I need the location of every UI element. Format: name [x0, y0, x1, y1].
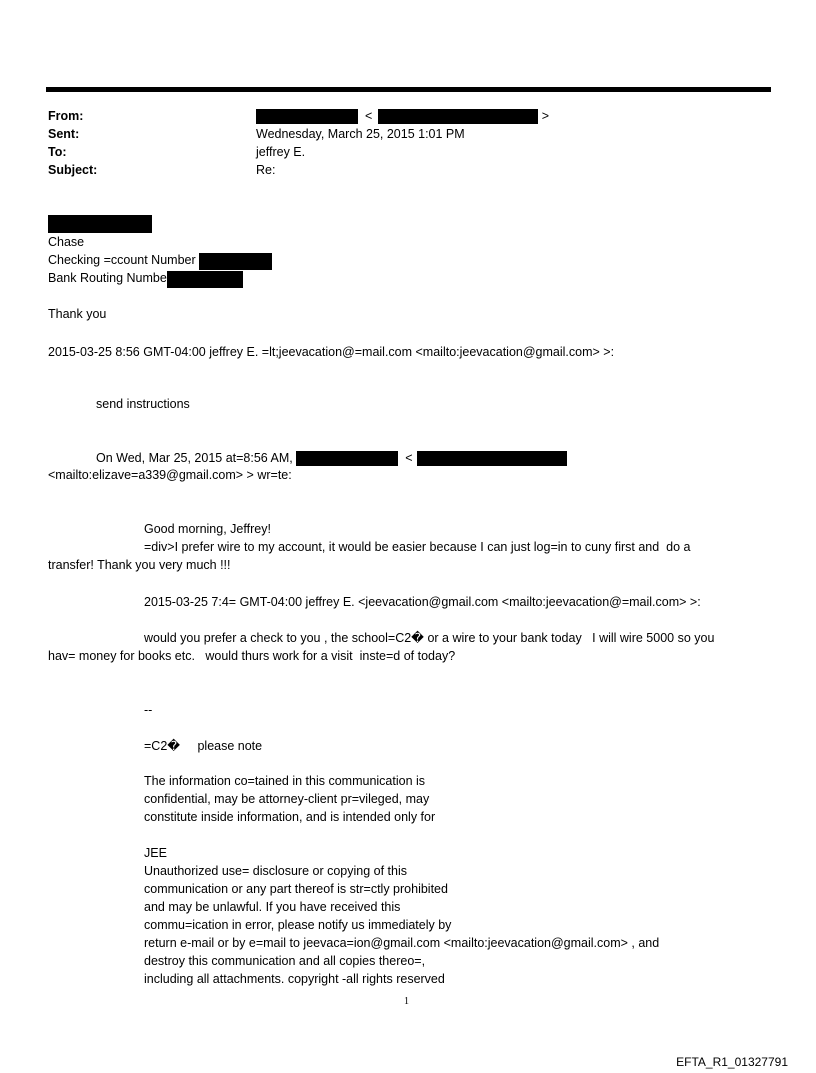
- info-2: confidential, may be attorney-client pr=vileged, may: [144, 792, 430, 806]
- thank-you: Thank you: [48, 307, 107, 321]
- would-you-1: would you prefer a check to you , the school=C2� or a wire to your bank today I will wire 5000 so you: [144, 631, 715, 645]
- from-value: [256, 109, 549, 124]
- redaction: [378, 109, 538, 124]
- redaction: [48, 215, 152, 233]
- unauth-2: communication or any part thereof is str=ctly prohibited: [144, 882, 448, 896]
- redaction: [199, 253, 272, 270]
- unauth-3: and may be unlawful. If you have received this: [144, 900, 401, 914]
- unauth-1: Unauthorized use= disclosure or copying of this: [144, 864, 407, 878]
- on-wed-text: On Wed, Mar 25, 2015 at=8:56 AM,: [96, 451, 293, 465]
- checking-text: Checking =ccount Number: [48, 253, 196, 267]
- quote1-header: 2015-03-25 8:56 GMT-04:00 jeffrey E. =lt;jeevacation@=mail.com <mailto:jeevacation@gmail.com> >:: [48, 345, 615, 359]
- quote2-header: 2015-03-25 7:4= GMT-04:00 jeffrey E. <jeevacation@gmail.com <mailto:jeevacation@=mail.com> >:: [144, 595, 701, 609]
- good-morning: Good morning, Jeffrey!: [144, 522, 271, 536]
- routing-text: Bank Routing Numbe: [48, 271, 167, 285]
- from-gt: >: [541, 109, 550, 123]
- signature-dash: --: [144, 703, 153, 717]
- bank-name: Chase: [48, 235, 85, 249]
- redaction: [417, 451, 567, 466]
- on-wed-lt: <: [405, 451, 413, 465]
- header-rule: [46, 87, 771, 92]
- info-3: constitute inside information, and is intended only for: [144, 810, 436, 824]
- please-note: =C2� please note: [144, 739, 263, 753]
- info-1: The information co=tained in this communication is: [144, 774, 426, 788]
- page-number: 1: [404, 996, 409, 1007]
- redaction: [167, 271, 243, 288]
- from-lt: <: [364, 109, 373, 123]
- from-label: From:: [48, 109, 84, 123]
- send-instructions: send instructions: [96, 397, 190, 411]
- unauth-5: return e-mail or by e=mail to jeevaca=ion@gmail.com <mailto:jeevacation@gmail.com> , and: [144, 936, 660, 950]
- redaction: [296, 451, 398, 466]
- jee: JEE: [144, 846, 167, 860]
- sent-value: Wednesday, March 25, 2015 1:01 PM: [256, 127, 465, 141]
- unauth-7: including all attachments. copyright -all rights reserved: [144, 972, 445, 986]
- sent-label: Sent:: [48, 127, 80, 141]
- subject-value: Re:: [256, 163, 276, 177]
- to-label: To:: [48, 145, 67, 159]
- on-wed-line: [96, 451, 567, 466]
- prefer-wire-1: =div>I prefer wire to my account, it would be easier because I can just log=in to cuny first and do a: [144, 540, 691, 554]
- prefer-wire-2: transfer! Thank you very much !!!: [48, 558, 231, 572]
- routing-line: [48, 271, 243, 288]
- to-value: jeffrey E.: [256, 145, 306, 159]
- redacted-name: [48, 215, 152, 233]
- unauth-4: commu=ication in error, please notify us immediately by: [144, 918, 452, 932]
- mailto-line: <mailto:elizave=a339@gmail.com> > wr=te:: [48, 468, 292, 482]
- unauth-6: destroy this communication and all copies thereo=,: [144, 954, 426, 968]
- subject-label: Subject:: [48, 163, 98, 177]
- would-you-2: hav= money for books etc. would thurs work for a visit inste=d of today?: [48, 649, 456, 663]
- checking-line: [48, 253, 272, 270]
- footer-id: EFTA_R1_01327791: [676, 1055, 788, 1069]
- redaction: [256, 109, 358, 124]
